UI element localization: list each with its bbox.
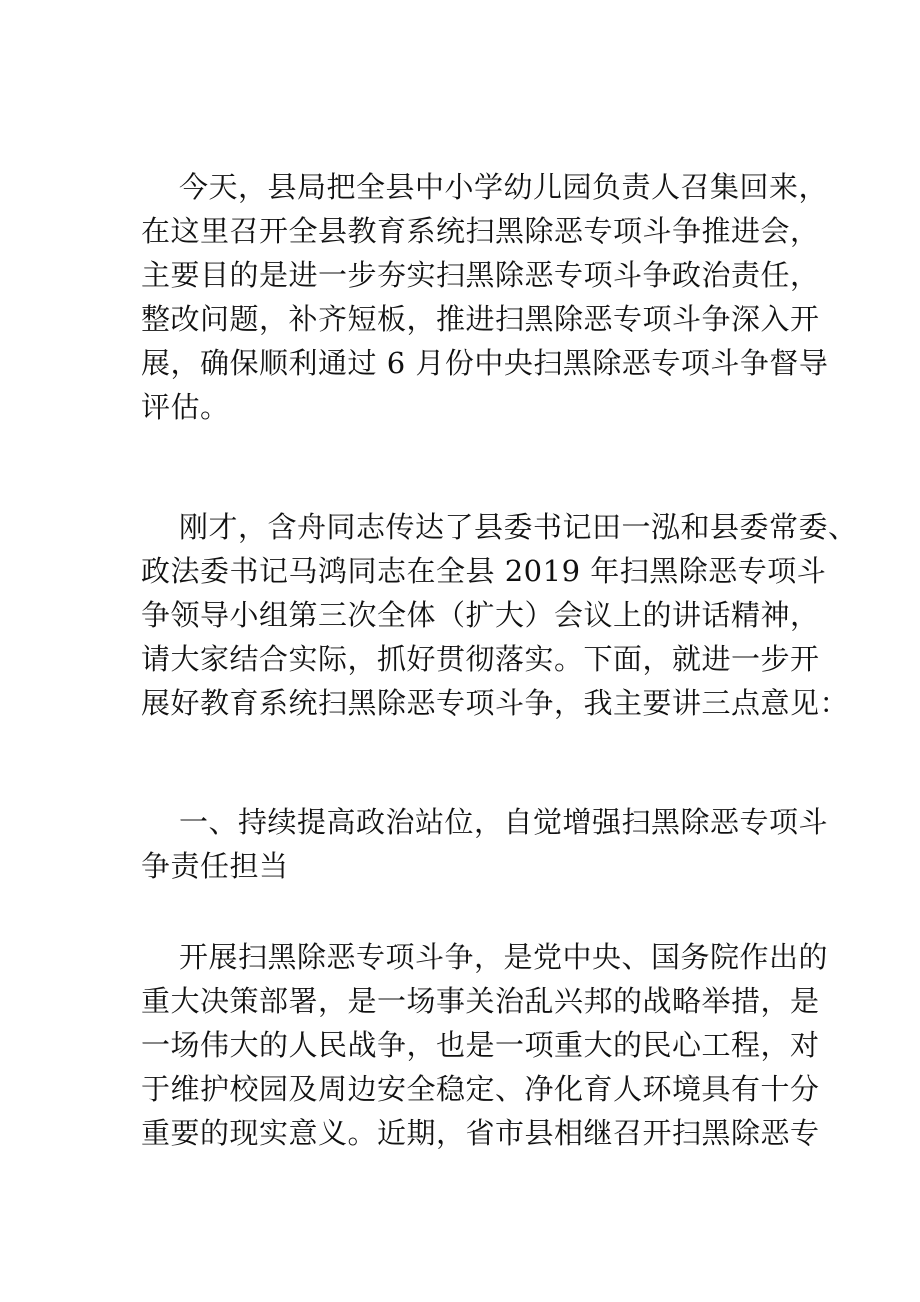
- text-line: 整改问题，补齐短板，推进扫黑除恶专项斗争深入开: [141, 302, 820, 336]
- text-line: 请大家结合实际，抓好贯彻落实。下面，就进一步开: [141, 642, 820, 676]
- text-line: 主要目的是进一步夯实扫黑除恶专项斗争政治责任，: [141, 258, 820, 292]
- text-line: 政法委书记马鸿同志在全县 2019 年扫黑除恶专项斗: [141, 554, 827, 588]
- text-line: 评估。: [141, 390, 230, 424]
- text-line: 争领导小组第三次全体（扩大）会议上的讲话精神，: [141, 598, 820, 632]
- section-heading-one: [141, 800, 829, 888]
- text-line: 在这里召开全县教育系统扫黑除恶专项斗争推进会，: [141, 214, 820, 248]
- paragraph-significance: [141, 935, 829, 1155]
- text-line: 展好教育系统扫黑除恶专项斗争，我主要讲三点意见：: [141, 686, 850, 720]
- text-line: 今天，县局把全县中小学幼儿园负责人召集回来，: [179, 170, 829, 204]
- paragraph-meeting-spirit: [141, 505, 858, 725]
- paragraph-intro: [141, 165, 829, 429]
- heading-line: 一、持续提高政治站位，自觉增强扫黑除恶专项斗: [179, 805, 829, 839]
- text-line: 重大决策部署，是一场事关治乱兴邦的战略举措，是: [141, 984, 820, 1018]
- heading-line: 争责任担当: [141, 849, 289, 883]
- text-line: 刚才，含舟同志传达了县委书记田一泓和县委常委、: [179, 510, 858, 544]
- text-line: 展，确保顺利通过 6 月份中央扫黑除恶专项斗争督导: [141, 346, 829, 380]
- text-line: 于维护校园及周边安全稳定、净化育人环境具有十分: [141, 1072, 820, 1106]
- text-line: 重要的现实意义。近期，省市县相继召开扫黑除恶专: [141, 1116, 820, 1150]
- text-line: 开展扫黑除恶专项斗争，是党中央、国务院作出的: [179, 940, 829, 974]
- text-line: 一场伟大的人民战争，也是一项重大的民心工程，对: [141, 1028, 820, 1062]
